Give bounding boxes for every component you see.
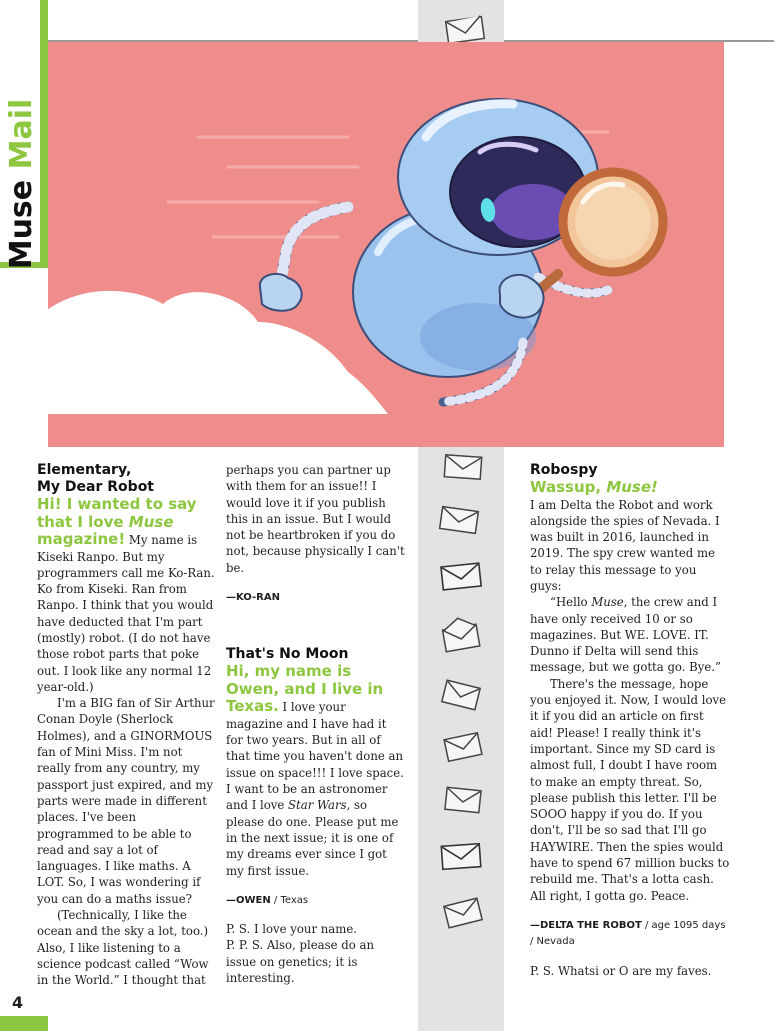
letter-1-signature: —KO-RAN [226, 592, 280, 604]
letter-3-paragraph-2: “Hello Muse, the crew and I have only received 10 or so magazines. But WE. LOVE. IT. Dunno if Delta will send this message, but we gotta go. Bye.” [530, 595, 721, 675]
envelope-icon [438, 505, 482, 535]
footer-bar [0, 1016, 48, 1031]
letter-2-ps-1: P. S. I love your name. [226, 922, 357, 937]
envelope-icon [440, 617, 484, 653]
letter-3-title: Robospy [530, 462, 598, 478]
letter-1-paragraph-1: Hi! I wanted to say that I love Muse magazine! My name is Kiseki Ranpo. But my programmers call me Ko-Ran. Ko from Kiseki. Ran from Ranpo. I think that you would have deducted that I'm part (mostly) robot. (I do not have those robot parts that poke out. I look like any normal 12 year-old.) [37, 495, 215, 694]
letter-3-column [530, 462, 730, 979]
column-2 [226, 462, 406, 986]
letter-1-lead: Hi! I wanted to say that I love Muse magazine! [37, 495, 197, 548]
letter-2-paragraph-1: Hi, my name is Owen, and I live in Texas. I love your magazine and I have had it for two years. But in all of that time you haven't done an issue on space!!! I love space. I want to be an astronomer and I love Star Wars, so please do one. Please put me in the next issue; it is one of my dreams ever since I got my first issue. [226, 662, 404, 878]
envelope-icon [442, 785, 486, 815]
section-title [2, 74, 42, 294]
letter-2-signature: —OWEN / Texas [226, 894, 309, 906]
letter-1-title-line2: My Dear Robot [37, 479, 155, 495]
hero-illustration [48, 42, 724, 447]
letter-3-paragraph-1: I am Delta the Robot and work alongside the spies of Nevada. I was built in 2016, launched in 2019. The spy crew wanted me to relay this message to you guys: [530, 497, 720, 593]
letter-1-column [37, 462, 215, 989]
letter-3-paragraph-3: There's the message, hope you enjoyed it. Now, I would love it if you did an article on first aid! Please! I really think it's important. Since my SD card is almost full, I doubt I have room to make an empty threat. So, please publish this letter. I'll be SOOO happy if you do. If you don't, I'll be so sad that I'll go HAYWIRE. Then the spies would have to spend 67 million bucks to rebuild me. That's a lotta cash. All right, I gotta go. Peace. [530, 676, 730, 903]
letter-3-signature: —DELTA THE ROBOT / age 1095 days / Nevada [530, 919, 726, 948]
robot-illustration [48, 42, 724, 447]
envelope-icon [442, 452, 486, 482]
letter-2-title: That's No Moon [226, 646, 349, 663]
letter-3-ps: P. S. Whatsi or O are my faves. [530, 963, 712, 978]
envelope-icon [442, 730, 486, 762]
letter-1-title [37, 462, 215, 496]
envelope-icon [444, 14, 488, 44]
envelope-icon [438, 560, 486, 592]
envelope-icon [440, 678, 484, 712]
page-number: 4 [12, 993, 24, 1012]
letter-1-paragraph-2: I'm a BIG fan of Sir Arthur Conan Doyle (Sherlock Holmes), and a GINORMOUS fan of Mini Miss. I'm not really from any country, my passport just expired, and my parts were made in different places. I've been programmed to be able to read and say a lot of languages. I like maths. A LOT. So, I was wondering if you can do a maths issue? [37, 696, 215, 906]
section-title-word2: Mail [4, 98, 39, 170]
letter-2-lead: Hi, my name is Owen, and I live in Texas. [226, 662, 384, 716]
envelope-icon [438, 840, 486, 872]
letter-1-title-line1: Elementary, [37, 462, 132, 478]
section-title-word1: Muse [4, 179, 39, 270]
letter-2-ps-2: P. P. S. Also, please do an issue on genetics; it is interesting. [226, 938, 374, 986]
letter-1-paragraph-3: (Technically, I like the ocean and the sky a lot, too.) Also, I like listening to a science podcast called “Wow in the World.” I thought that [37, 908, 209, 988]
envelope-icon [442, 896, 486, 930]
letter-3-lead: Wassup, Muse! [530, 478, 658, 496]
letter-1-paragraph-4: perhaps you can partner up with them for an issue!! I would love it if you publish this in an issue. But I would not be heartbroken if you do not, because physically I can't be. [226, 463, 405, 575]
